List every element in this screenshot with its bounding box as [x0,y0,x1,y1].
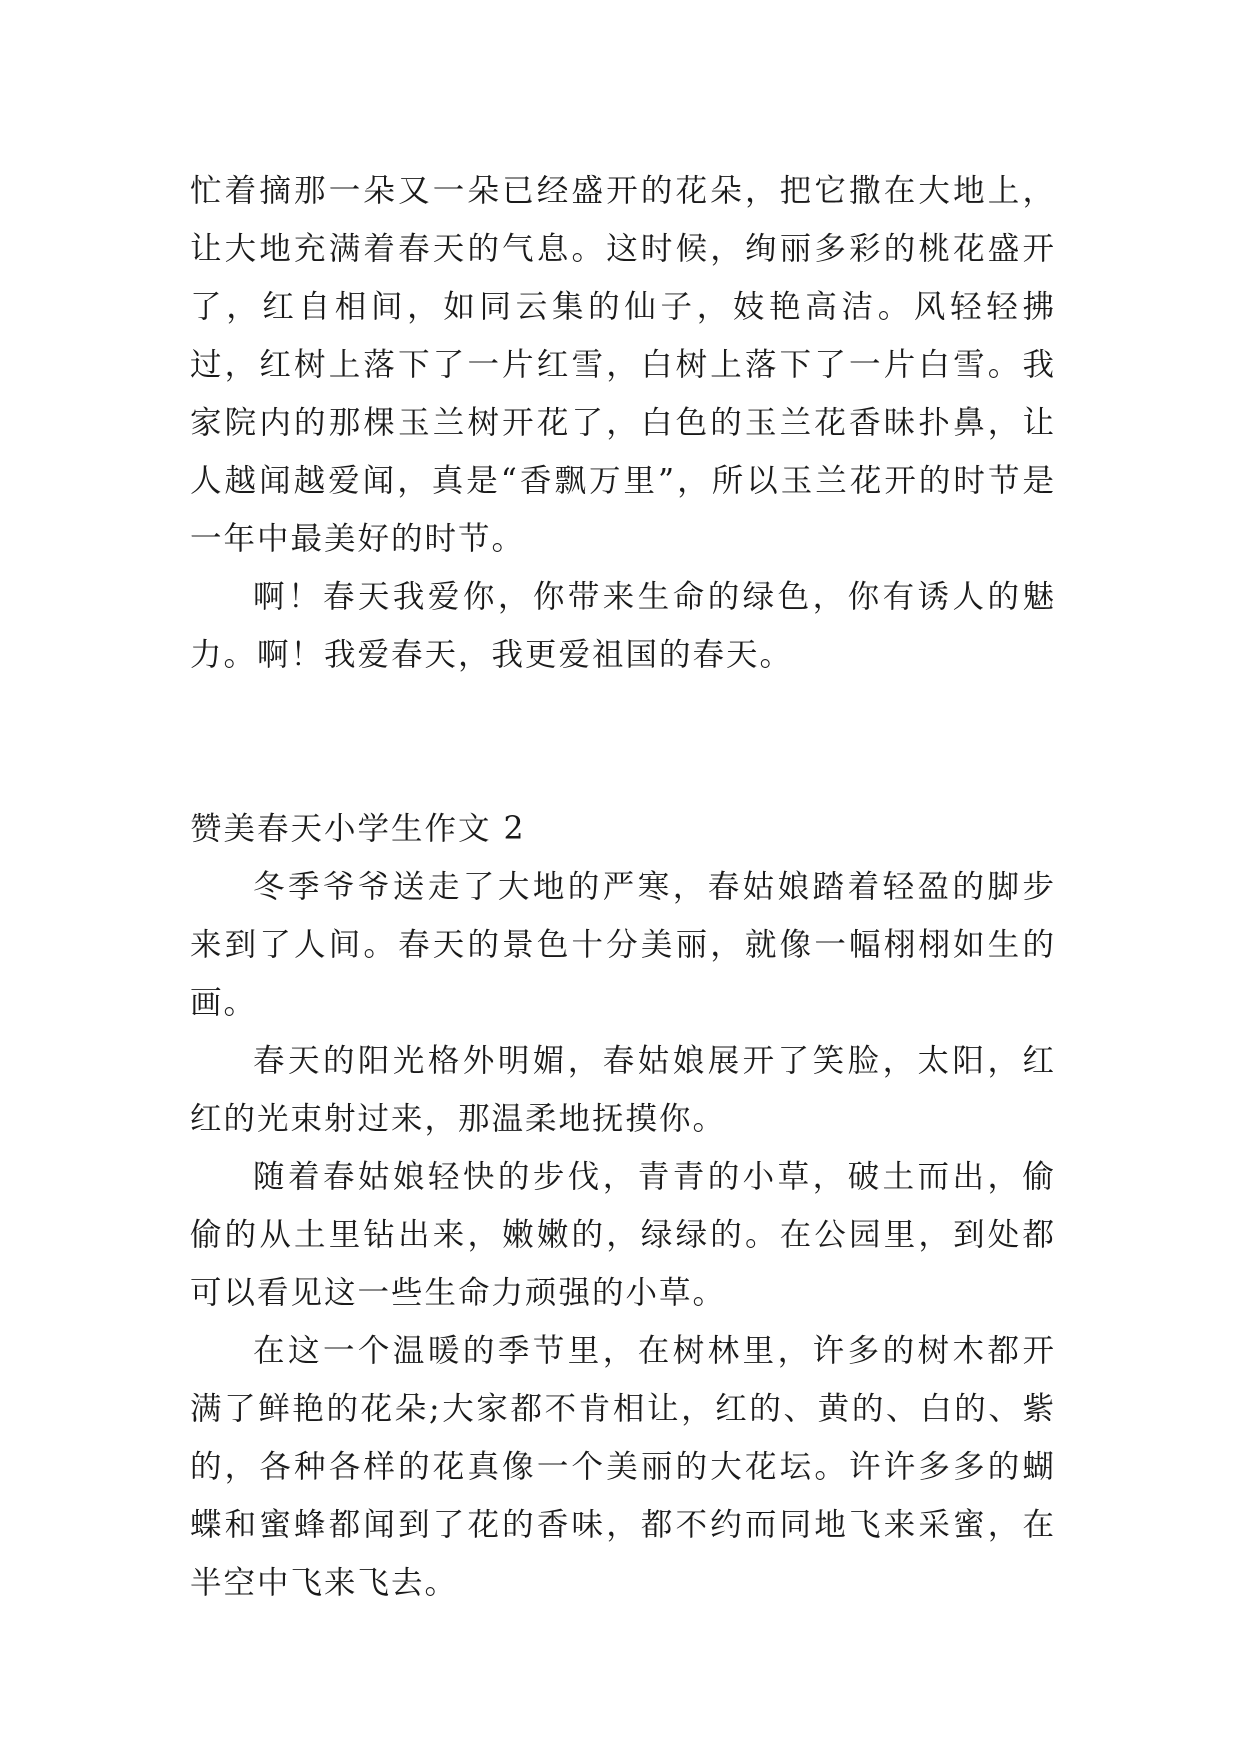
essay-paragraph: 随着春姑娘轻快的步伐，青青的小草，破土而出，偷偷的从土里钻出来，嫩嫩的，绿绿的。在公园里，到处都可以看见这一些生命力顽强的小草。 [190,1159,1056,1311]
document-page [190,162,1056,1612]
section-spacer [190,684,1056,800]
essay-paragraph: 春天的阳光格外明媚，春姑娘展开了笑脸，太阳，红红的光束射过来，那温柔地抚摸你。 [190,1043,1056,1137]
essay-title: 赞美春天小学生作文 2 [190,811,526,847]
continuation-paragraph: 忙着摘那一朵又一朵已经盛开的花朵，把它撒在大地上，让大地充满着春天的气息。这时候，绚丽多彩的桃花盛开了，红自相间，如同云集的仙子，妓艳高洁。风轻轻拂过，红树上落下了一片红雪，白树上落下了一片白雪。我家院内的那棵玉兰树开花了，白色的玉兰花香昧扑鼻，让人越闻越爱闻，真是“香飘万里”，所以玉兰花开的时节是一年中最美好的时节。 [190,173,1056,557]
essay-paragraph: 在这一个温暖的季节里，在树林里，许多的树木都开满了鲜艳的花朵;大家都不肯相让，红的、黄的、白的、紫的，各种各样的花真像一个美丽的大花坛。许许多多的蝴蝶和蜜蜂都闻到了花的香味，都不约而同地飞来采蜜，在半空中飞来飞去。 [190,1333,1056,1601]
closing-paragraph: 啊！春天我爱你，你带来生命的绿色，你有诱人的魅力。啊！我爱春天，我更爱祖国的春天。 [190,579,1056,673]
essay-paragraph: 冬季爷爷送走了大地的严寒，春姑娘踏着轻盈的脚步来到了人间。春天的景色十分美丽，就像一幅栩栩如生的画。 [190,869,1056,1021]
